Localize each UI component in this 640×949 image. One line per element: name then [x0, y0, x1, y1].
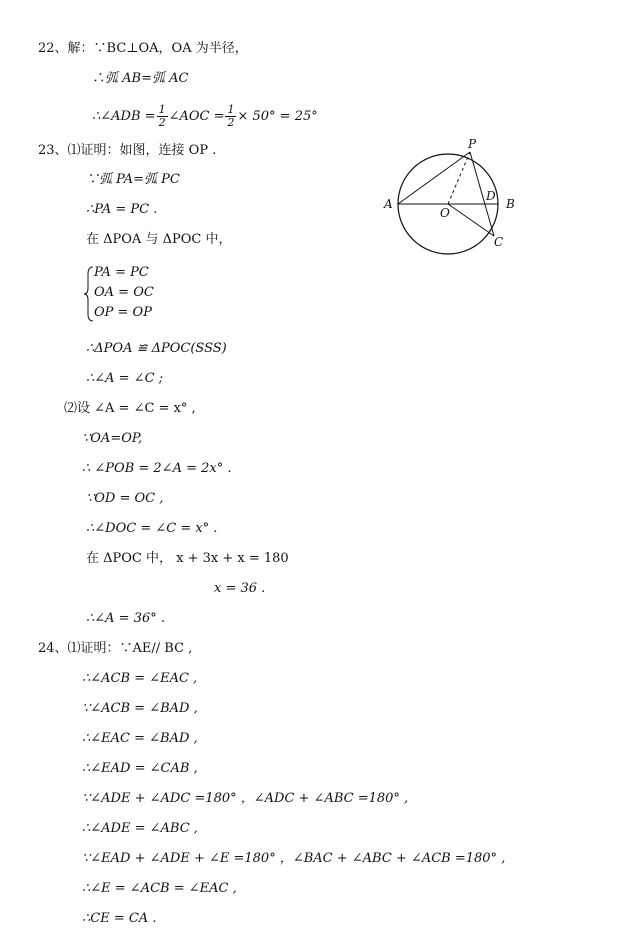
p22-line-3-post: × 50° = 25°: [237, 109, 318, 124]
p23-line-3: ∴PA = PC .: [86, 202, 158, 217]
p22-line-3: [92, 102, 318, 132]
p24-line-8: ∵∠EAD + ∠ADE + ∠E =180° ，∠BAC + ∠ABC + ∠ACB =180° ,: [82, 851, 506, 866]
p23-line-13: x = 36 .: [214, 581, 266, 596]
p22-line-3-mid: ∠AOC =: [168, 109, 225, 124]
p24-line-9: ∴∠E = ∠ACB = ∠EAC ,: [82, 881, 237, 896]
p23-line-8: ∵OA=OP,: [82, 431, 143, 446]
label-d: D: [486, 189, 496, 203]
p24-line-4: ∴∠EAC = ∠BAD ,: [82, 731, 198, 746]
p23-line-12: 在 ΔPOC 中， x + 3x + x = 180: [86, 551, 289, 566]
p24-line-7: ∴∠ADE = ∠ABC ,: [82, 821, 198, 836]
label-p: P: [468, 137, 477, 151]
p24-line-10: ∴CE = CA .: [82, 911, 157, 926]
label-o: O: [440, 206, 450, 220]
fraction-half-2: $\frac{1}{2}$: [227, 103, 235, 129]
p24-line-3: ∵∠ACB = ∠BAD ,: [82, 701, 198, 716]
p23-line-6: ∴∠A = ∠C ;: [86, 371, 164, 386]
p23-line-14: ∴∠A = 36° .: [86, 611, 166, 626]
p23-line-2: ∵弧 PA=弧 PC: [86, 172, 180, 187]
p22-line-1: 22、解：∵BC⊥OA，OA 为半径，: [38, 41, 248, 56]
p24-line-2: ∴∠ACB = ∠EAC ,: [82, 671, 198, 686]
system-brace: [84, 266, 94, 322]
p23-line-1: 23、⑴证明：如图，连接 OP .: [38, 143, 217, 158]
p23-line-9: ∴ ∠POB = 2∠A = 2x° .: [82, 461, 232, 476]
p23-system-1: PA = PC: [94, 265, 149, 280]
circle-figure: [380, 136, 530, 266]
p23-line-7: ⑵设 ∠A = ∠C = x° ,: [64, 401, 196, 416]
p22-line-3-pre: ∴∠ADB =: [92, 109, 156, 124]
p23-line-5: ∴ΔPOA ≌ ΔPOC(SSS): [86, 341, 227, 356]
p23-system-2: OA = OC: [94, 285, 154, 300]
label-a: A: [384, 197, 393, 211]
label-c: C: [494, 235, 504, 249]
p24-line-1: 24、⑴证明：∵AE// BC ,: [38, 641, 193, 656]
p23-line-11: ∴∠DOC = ∠C = x° .: [86, 521, 218, 536]
p23-line-10: ∵OD = OC ,: [86, 491, 164, 506]
label-b: B: [506, 197, 515, 211]
segment-oc: [448, 204, 494, 236]
p24-line-5: ∴∠EAD = ∠CAB ,: [82, 761, 198, 776]
p22-line-2: ∴弧 AB=弧 AC: [92, 71, 189, 86]
p24-line-6: ∵∠ADE + ∠ADC =180° ，∠ADC + ∠ABC =180° ,: [82, 791, 409, 806]
p23-system-3: OP = OP: [94, 305, 152, 320]
fraction-half-1: $\frac{1}{2}$: [158, 103, 166, 129]
segment-ap: [398, 152, 470, 204]
p23-line-4: 在 ΔPOA 与 ΔPOC 中，: [86, 232, 232, 247]
